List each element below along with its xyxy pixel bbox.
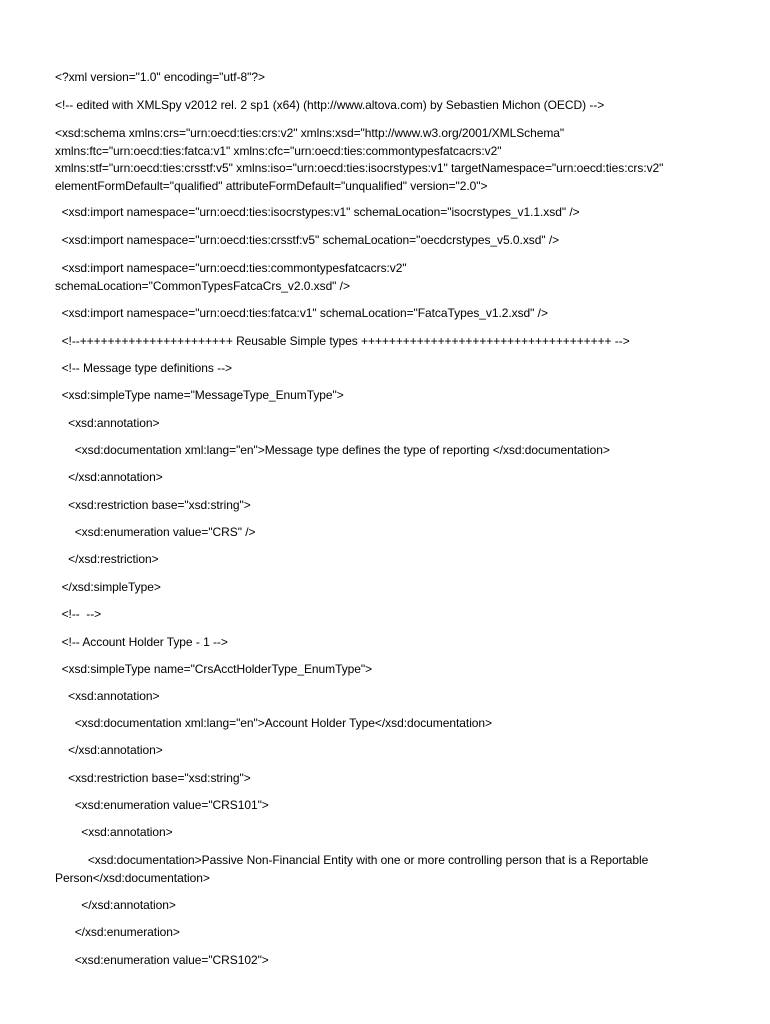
xml-declaration-line: <?xml version="1.0" encoding="utf-8"?>: [55, 70, 265, 84]
enumeration-crs-line: <xsd:enumeration value="CRS" />: [55, 525, 256, 539]
annotation-close-line: </xsd:annotation>: [55, 743, 163, 757]
enumeration-crs102-line: <xsd:enumeration value="CRS102">: [55, 953, 269, 967]
annotation-open-line: <xsd:annotation>: [55, 689, 160, 703]
documentation-line: <xsd:documentation xml:lang="en">Account Holder Type</xsd:documentation>: [55, 716, 493, 730]
schema-root-line: <xsd:schema xmlns:crs="urn:oecd:ties:crs:v2" xmlns:xsd="http://www.w3.org/2001/XMLSchema" xmlns:ftc="urn:oecd:ties:fatca:v1" xmlns:cfc="urn:oecd:ties:commontypesfatcacrs:v2" xmlns:stf="urn:oecd:ties:crsstf:v5" xmlns:iso="urn:oecd:ties:isocrstypes:v1" targetNamespace="urn:oecd:ties:crs:v2" elementFormDefault="qualified" attributeFormDefault="unqualified" version="2.0">: [55, 126, 664, 193]
simpletype-messagetype-line: <xsd:simpleType name="MessageType_EnumType">: [55, 388, 344, 402]
annotation-open-line: <xsd:annotation>: [55, 825, 173, 839]
account-holder-comment-line: <!-- Account Holder Type - 1 -->: [55, 635, 228, 649]
reusable-types-comment-line: <!--++++++++++++++++++++++ Reusable Simple types ++++++++++++++++++++++++++++++++++++ -->: [55, 334, 630, 348]
restriction-close-line: </xsd:restriction>: [55, 552, 159, 566]
enumeration-close-line: </xsd:enumeration>: [55, 925, 180, 939]
restriction-open-line: <xsd:restriction base="xsd:string">: [55, 771, 251, 785]
documentation-line: <xsd:documentation xml:lang="en">Message type defines the type of reporting </xsd:documentation>: [55, 443, 610, 457]
annotation-close-line: </xsd:annotation>: [55, 898, 176, 912]
import-commontypes-line: <xsd:import namespace="urn:oecd:ties:commontypesfatcacrs:v2" schemaLocation="CommonTypesFatcaCrs_v2.0.xsd" />: [55, 261, 407, 293]
documentation-crs101-line: <xsd:documentation>Passive Non-Financial Entity with one or more controlling person that is a Reportable Person</xsd:documentation>: [55, 853, 649, 885]
import-isocrstypes-line: <xsd:import namespace="urn:oecd:ties:isocrstypes:v1" schemaLocation="isocrstypes_v1.1.xsd" />: [55, 205, 580, 219]
empty-comment-line: <!-- -->: [55, 607, 102, 621]
import-fatca-line: <xsd:import namespace="urn:oecd:ties:fatca:v1" schemaLocation="FatcaTypes_v1.2.xsd" />: [55, 306, 548, 320]
annotation-open-line: <xsd:annotation>: [55, 416, 160, 430]
simpletype-accountholder-line: <xsd:simpleType name="CrsAcctHolderType_EnumType">: [55, 662, 373, 676]
enumeration-crs101-line: <xsd:enumeration value="CRS101">: [55, 798, 269, 812]
import-crsstf-line: <xsd:import namespace="urn:oecd:ties:crsstf:v5" schemaLocation="oecdcrstypes_v5.0.xsd" />: [55, 233, 560, 247]
annotation-close-line: </xsd:annotation>: [55, 470, 163, 484]
restriction-open-line: <xsd:restriction base="xsd:string">: [55, 498, 251, 512]
editor-comment-line: <!-- edited with XMLSpy v2012 rel. 2 sp1 (x64) (http://www.altova.com) by Sebastien Michon (OECD) -->: [55, 98, 605, 112]
simpletype-close-line: </xsd:simpleType>: [55, 580, 161, 594]
message-type-comment-line: <!-- Message type definitions -->: [55, 361, 233, 375]
